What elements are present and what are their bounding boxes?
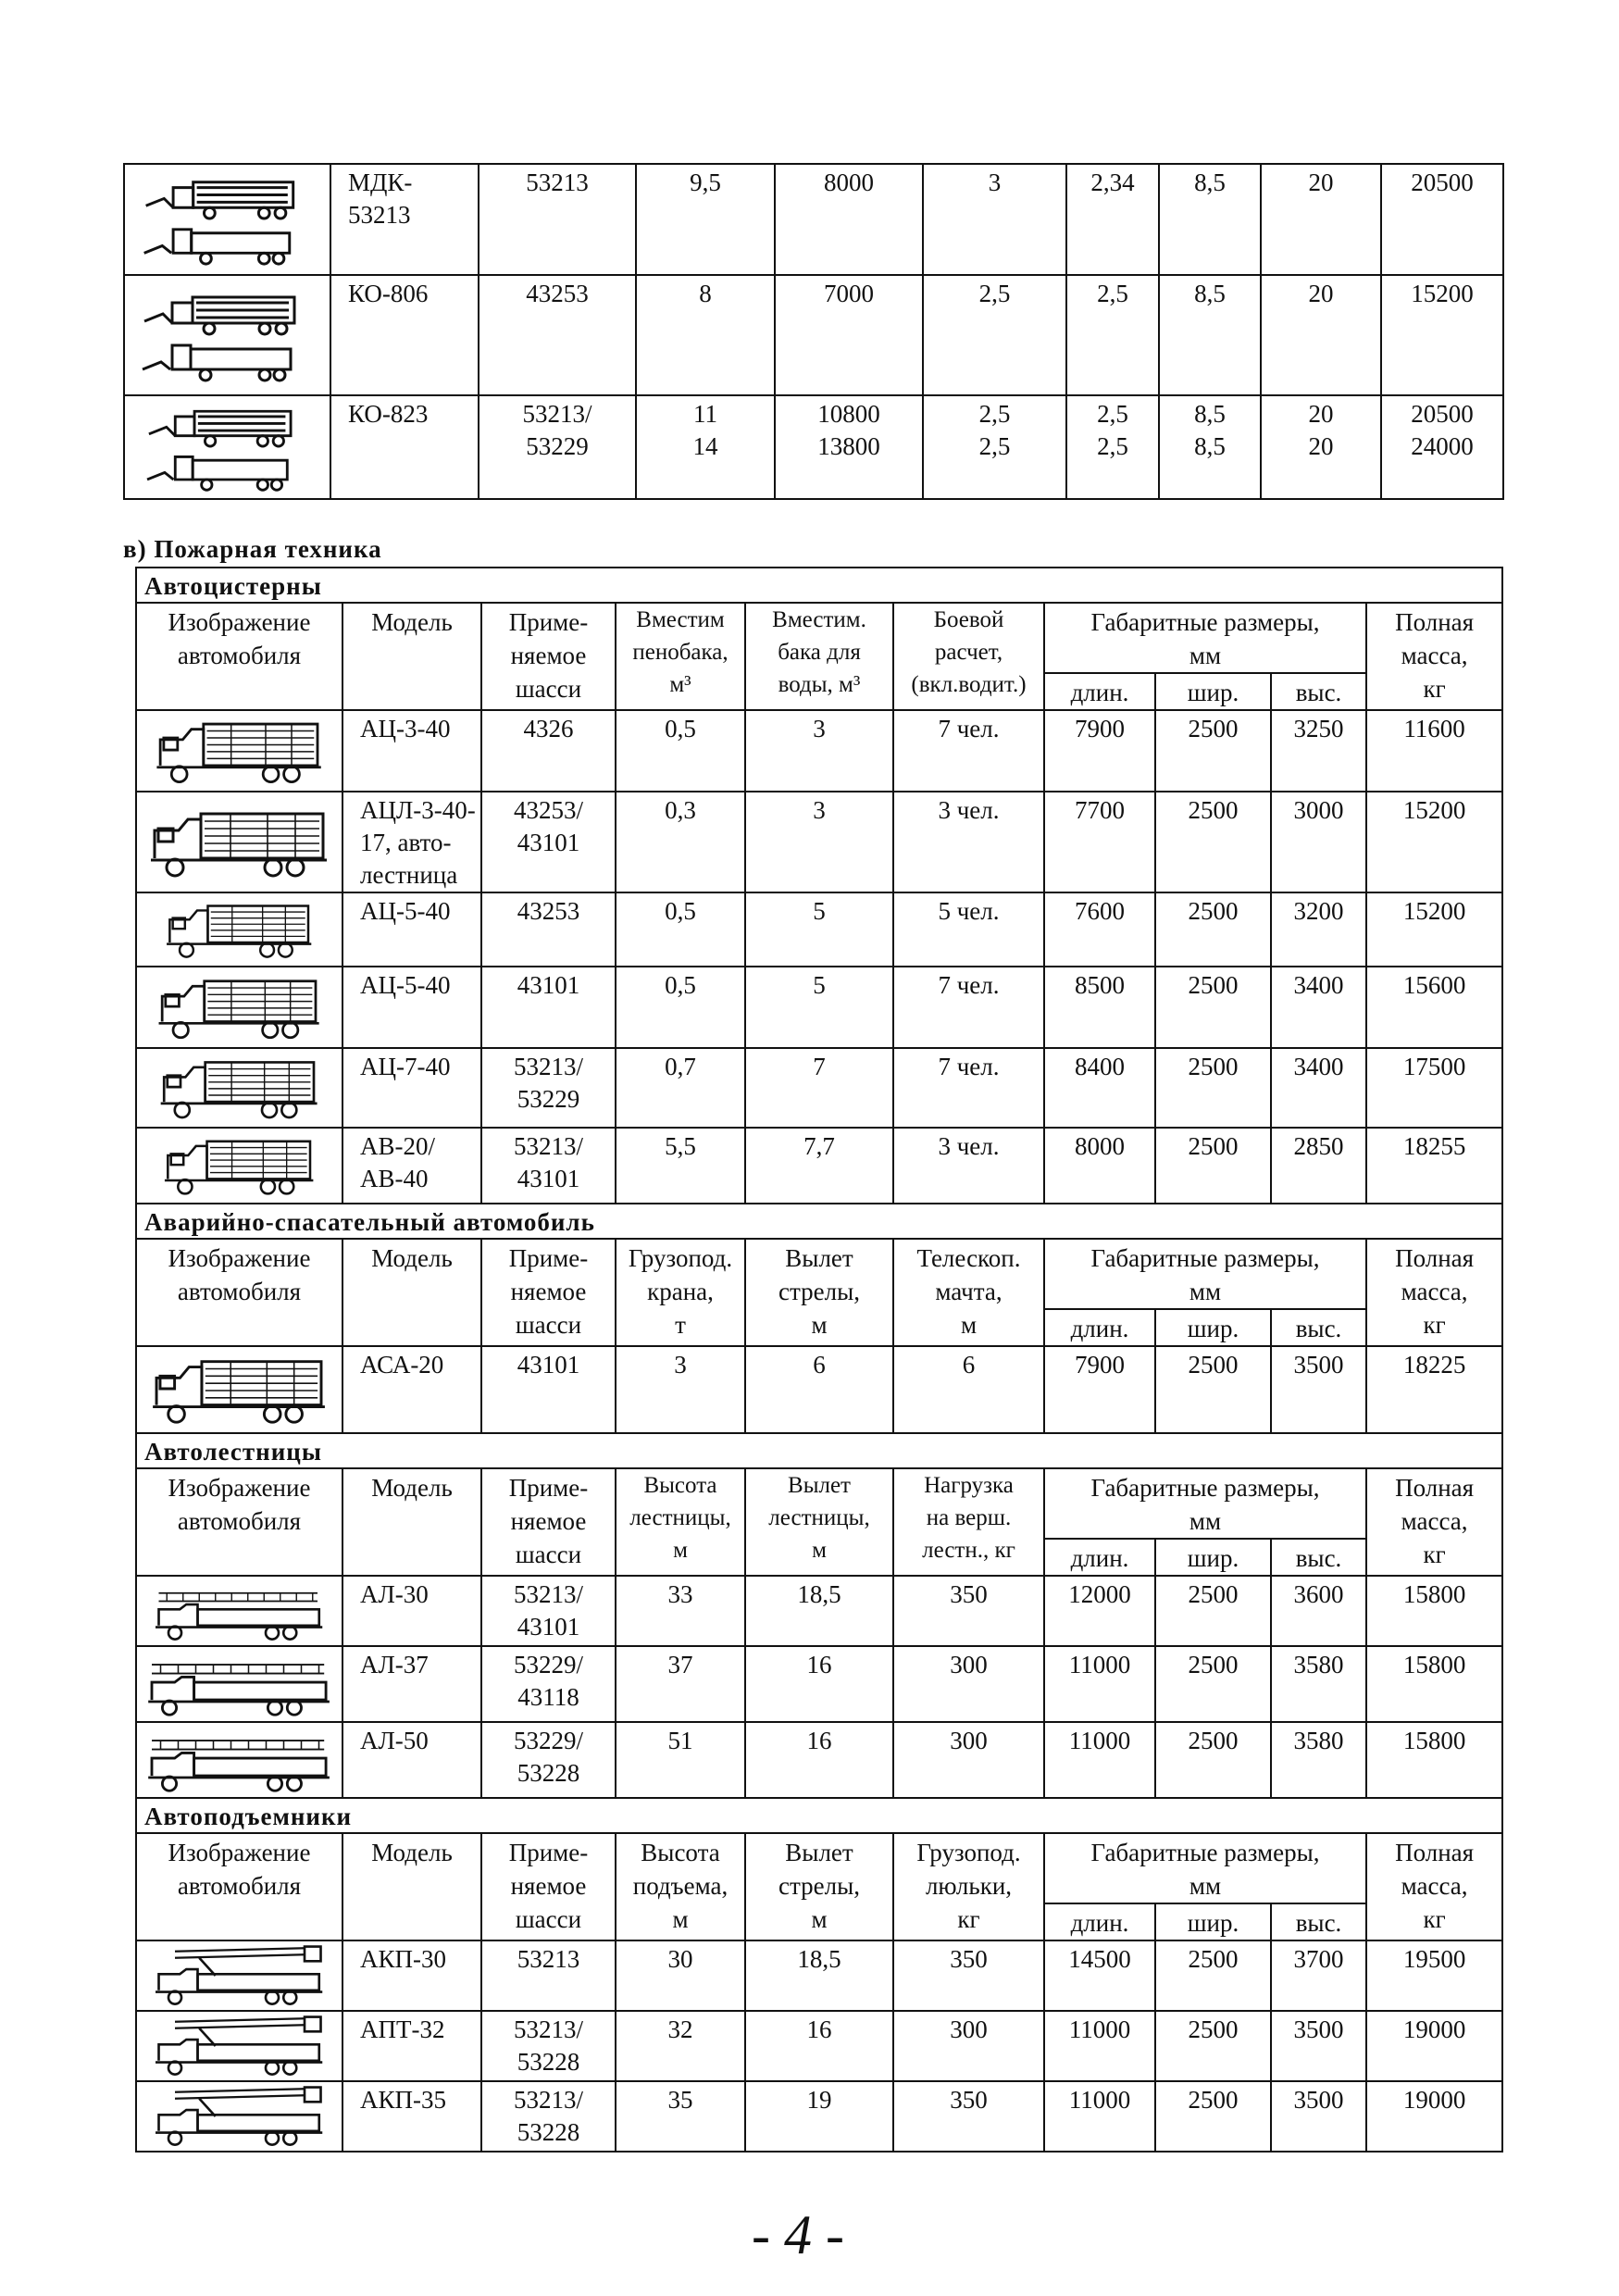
column-header: Высота подъема, м <box>616 1833 745 1940</box>
height-cell: 3000 <box>1271 792 1366 892</box>
mass-cell: 19000 <box>1366 2081 1502 2152</box>
header-row <box>136 1239 1502 1309</box>
value-cell: 16 <box>745 1722 893 1798</box>
height-cell: 3200 <box>1271 892 1366 967</box>
table-row <box>136 2081 1502 2152</box>
header-row <box>136 1833 1502 1903</box>
fire-equipment-table <box>135 567 1503 2152</box>
value-cell: 10800 13800 <box>775 395 923 499</box>
chassis-cell: 53213/ 43101 <box>481 1128 616 1204</box>
section-title: в) Пожарная техника <box>123 535 382 563</box>
model-cell: АЦ-3-40 <box>342 710 481 792</box>
value-cell: 300 <box>893 1646 1044 1722</box>
chassis-cell: 43253 <box>479 275 636 395</box>
vehicle-image <box>136 2081 342 2152</box>
vehicle-drawing <box>147 1130 332 1201</box>
height-cell: 3700 <box>1271 1940 1366 2011</box>
mass-cell: 19000 <box>1366 2011 1502 2081</box>
value-cell: 7,7 <box>745 1128 893 1204</box>
vehicle-image <box>124 395 330 499</box>
column-header: Приме- няемое шасси <box>481 1833 616 1940</box>
column-header: Вылет стрелы, м <box>745 1239 893 1346</box>
width-cell: 2500 <box>1155 1048 1271 1128</box>
mass-cell: 15200 <box>1366 892 1502 967</box>
value-cell: 20500 24000 <box>1381 395 1503 499</box>
table-row <box>136 1940 1502 2011</box>
model-cell: АЦ-5-40 <box>342 892 481 967</box>
length-cell: 11000 <box>1044 1722 1155 1798</box>
column-header: Полная масса, кг <box>1366 603 1502 710</box>
vehicle-image <box>136 1722 342 1798</box>
mass-cell: 17500 <box>1366 1048 1502 1128</box>
table-row <box>136 1576 1502 1646</box>
column-header: Полная масса, кг <box>1366 1468 1502 1576</box>
table-row <box>124 395 1503 499</box>
chassis-cell: 53213 <box>481 1940 616 2011</box>
column-header: Грузопод. крана, т <box>616 1239 745 1346</box>
value-cell: 9,5 <box>636 164 775 275</box>
value-cell: 8,5 8,5 <box>1159 395 1261 499</box>
vehicle-image <box>136 1048 342 1128</box>
value-cell: 35 <box>616 2081 745 2152</box>
chassis-cell: 53213/ 43101 <box>481 1576 616 1646</box>
value-cell: 350 <box>893 1576 1044 1646</box>
value-cell: 6 <box>745 1346 893 1433</box>
length-cell: 11000 <box>1044 2011 1155 2081</box>
column-header: Полная масса, кг <box>1366 1239 1502 1346</box>
value-cell: 0,3 <box>616 792 745 892</box>
value-cell: 20 <box>1261 275 1381 395</box>
column-header: Модель <box>342 1468 481 1576</box>
length-cell: 11000 <box>1044 2081 1155 2152</box>
model-cell: МДК- 53213 <box>330 164 479 275</box>
height-cell: 3500 <box>1271 2011 1366 2081</box>
dim-header-width: шир. <box>1155 1903 1271 1940</box>
table-row <box>136 710 1502 792</box>
mass-cell: 15600 <box>1366 967 1502 1048</box>
top-table <box>123 163 1504 500</box>
section-title-lifts: Автоподъемники <box>136 1798 1502 1833</box>
dim-header-height: выс. <box>1271 1903 1366 1940</box>
vehicle-image <box>136 1940 342 2011</box>
vehicle-image <box>136 1576 342 1646</box>
value-cell: 0,7 <box>616 1048 745 1128</box>
width-cell: 2500 <box>1155 1646 1271 1722</box>
chassis-cell: 53213/ 53228 <box>481 2011 616 2081</box>
column-header: Изображение автомобиля <box>136 1239 342 1346</box>
value-cell: 7 чел. <box>893 710 1044 792</box>
dim-header-length: длин. <box>1044 1309 1155 1346</box>
section-header-row <box>136 1204 1502 1239</box>
length-cell: 14500 <box>1044 1940 1155 2011</box>
value-cell: 2,5 2,5 <box>923 395 1066 499</box>
value-cell: 2,5 2,5 <box>1066 395 1159 499</box>
mass-cell: 15200 <box>1366 792 1502 892</box>
model-cell: КО-806 <box>330 275 479 395</box>
height-cell: 3500 <box>1271 1346 1366 1433</box>
vehicle-drawing <box>147 1349 332 1430</box>
vehicle-image <box>124 164 330 275</box>
value-cell: 6 <box>893 1346 1044 1433</box>
value-cell: 0,5 <box>616 892 745 967</box>
table-row <box>136 1128 1502 1204</box>
model-cell: АЦ-7-40 <box>342 1048 481 1128</box>
table-row <box>136 1646 1502 1722</box>
model-cell: АСА-20 <box>342 1346 481 1433</box>
dim-header-width: шир. <box>1155 673 1271 710</box>
vehicle-drawing <box>143 2014 337 2078</box>
height-cell: 3580 <box>1271 1722 1366 1798</box>
model-cell: АЛ-30 <box>342 1576 481 1646</box>
dim-header-length: длин. <box>1044 1539 1155 1576</box>
mass-cell: 18255 <box>1366 1128 1502 1204</box>
value-cell: 300 <box>893 2011 1044 2081</box>
vehicle-drawing <box>143 1649 337 1719</box>
section-title-tankers: Автоцистерны <box>136 568 1502 603</box>
table-row <box>136 2011 1502 2081</box>
mass-cell: 19500 <box>1366 1940 1502 2011</box>
height-cell: 3600 <box>1271 1576 1366 1646</box>
value-cell: 8000 <box>775 164 923 275</box>
value-cell: 350 <box>893 2081 1044 2152</box>
column-header: Полная масса, кг <box>1366 1833 1502 1940</box>
table-row <box>124 164 1503 275</box>
chassis-cell: 53213 <box>479 164 636 275</box>
model-cell: АПТ-32 <box>342 2011 481 2081</box>
column-header: Вылет лестницы, м <box>745 1468 893 1576</box>
chassis-cell: 43253/ 43101 <box>481 792 616 892</box>
dim-header-height: выс. <box>1271 1309 1366 1346</box>
model-cell: АЛ-37 <box>342 1646 481 1722</box>
value-cell: 0,5 <box>616 967 745 1048</box>
value-cell: 32 <box>616 2011 745 2081</box>
table-row <box>136 1048 1502 1128</box>
width-cell: 2500 <box>1155 892 1271 967</box>
length-cell: 8500 <box>1044 967 1155 1048</box>
value-cell: 8,5 <box>1159 164 1261 275</box>
column-header: Грузопод. люльки, кг <box>893 1833 1044 1940</box>
value-cell: 7 <box>745 1048 893 1128</box>
vehicle-drawing <box>143 1578 337 1643</box>
value-cell: 20 <box>1261 164 1381 275</box>
length-cell: 8400 <box>1044 1048 1155 1128</box>
column-header: Телескоп. мачта, м <box>893 1239 1044 1346</box>
column-header: Изображение автомобиля <box>136 603 342 710</box>
column-header: Приме- няемое шасси <box>481 603 616 710</box>
column-header: Боевой расчет, (вкл.водит.) <box>893 603 1044 710</box>
length-cell: 8000 <box>1044 1128 1155 1204</box>
value-cell: 20 20 <box>1261 395 1381 499</box>
section-header-row <box>136 1798 1502 1833</box>
height-cell: 3500 <box>1271 2081 1366 2152</box>
vehicle-image <box>136 2011 342 2081</box>
mass-cell: 15800 <box>1366 1646 1502 1722</box>
column-header: Габаритные размеры, мм <box>1044 1468 1366 1539</box>
width-cell: 2500 <box>1155 1940 1271 2011</box>
value-cell: 37 <box>616 1646 745 1722</box>
chassis-cell: 53213/ 53229 <box>481 1048 616 1128</box>
value-cell: 20500 <box>1381 164 1503 275</box>
chassis-cell: 53213/ 53228 <box>481 2081 616 2152</box>
vehicle-drawing <box>147 712 332 790</box>
value-cell: 5,5 <box>616 1128 745 1204</box>
mass-cell: 11600 <box>1366 710 1502 792</box>
page-number: - 4 - <box>752 2204 844 2265</box>
width-cell: 2500 <box>1155 1576 1271 1646</box>
value-cell: 5 <box>745 892 893 967</box>
value-cell: 51 <box>616 1722 745 1798</box>
vehicle-image <box>136 1346 342 1433</box>
column-header: Модель <box>342 1833 481 1940</box>
height-cell: 3400 <box>1271 1048 1366 1128</box>
value-cell: 5 <box>745 967 893 1048</box>
value-cell: 2,5 <box>1066 275 1159 395</box>
value-cell: 18,5 <box>745 1576 893 1646</box>
vehicle-drawing <box>143 1943 337 2008</box>
height-cell: 3250 <box>1271 710 1366 792</box>
length-cell: 7900 <box>1044 710 1155 792</box>
value-cell: 3 <box>923 164 1066 275</box>
table-row <box>136 792 1502 892</box>
value-cell: 2,34 <box>1066 164 1159 275</box>
column-header: Модель <box>342 1239 481 1346</box>
vehicle-drawing <box>147 895 332 964</box>
height-cell: 3400 <box>1271 967 1366 1048</box>
length-cell: 7900 <box>1044 1346 1155 1433</box>
height-cell: 3580 <box>1271 1646 1366 1722</box>
section-title-rescue: Аварийно-спасательный автомобиль <box>136 1204 1502 1239</box>
width-cell: 2500 <box>1155 710 1271 792</box>
dim-header-width: шир. <box>1155 1309 1271 1346</box>
value-cell: 350 <box>893 1940 1044 2011</box>
column-header: Вместим. бака для воды, м³ <box>745 603 893 710</box>
vehicle-image <box>136 792 342 892</box>
mass-cell: 15800 <box>1366 1722 1502 1798</box>
column-header: Нагрузка на верш. лестн., кг <box>893 1468 1044 1576</box>
column-header: Изображение автомобиля <box>136 1468 342 1576</box>
width-cell: 2500 <box>1155 792 1271 892</box>
column-header: Габаритные размеры, мм <box>1044 603 1366 673</box>
section-title-ladders: Автолестницы <box>136 1433 1502 1468</box>
value-cell: 15200 <box>1381 275 1503 395</box>
dim-header-width: шир. <box>1155 1539 1271 1576</box>
column-header: Изображение автомобиля <box>136 1833 342 1940</box>
length-cell: 7600 <box>1044 892 1155 967</box>
table-row <box>136 892 1502 967</box>
table-row <box>124 275 1503 395</box>
model-cell: АЦ-5-40 <box>342 967 481 1048</box>
column-header: Приме- няемое шасси <box>481 1239 616 1346</box>
chassis-cell: 43101 <box>481 967 616 1048</box>
value-cell: 3 <box>745 792 893 892</box>
value-cell: 30 <box>616 1940 745 2011</box>
value-cell: 3 чел. <box>893 1128 1044 1204</box>
vehicle-drawing <box>147 796 332 889</box>
column-header: Приме- няемое шасси <box>481 1468 616 1576</box>
value-cell: 3 <box>616 1346 745 1433</box>
chassis-cell: 53229/ 43118 <box>481 1646 616 1722</box>
vehicle-drawing <box>143 1725 337 1795</box>
table-row <box>136 1722 1502 1798</box>
dim-header-length: длин. <box>1044 673 1155 710</box>
column-header: Модель <box>342 603 481 710</box>
column-header: Вылет стрелы, м <box>745 1833 893 1940</box>
value-cell: 0,5 <box>616 710 745 792</box>
width-cell: 2500 <box>1155 967 1271 1048</box>
chassis-cell: 53229/ 53228 <box>481 1722 616 1798</box>
table-row <box>136 967 1502 1048</box>
vehicle-drawing <box>147 1051 332 1125</box>
vehicle-image <box>124 275 330 395</box>
vehicle-image <box>136 1646 342 1722</box>
vehicle-drawing <box>147 969 332 1045</box>
section-header-row <box>136 568 1502 603</box>
length-cell: 12000 <box>1044 1576 1155 1646</box>
value-cell: 3 чел. <box>893 792 1044 892</box>
width-cell: 2500 <box>1155 2081 1271 2152</box>
model-cell: КО-823 <box>330 395 479 499</box>
value-cell: 7000 <box>775 275 923 395</box>
table-row <box>136 1346 1502 1433</box>
column-header: Высота лестницы, м <box>616 1468 745 1576</box>
height-cell: 2850 <box>1271 1128 1366 1204</box>
vehicle-image <box>136 1128 342 1204</box>
vehicle-image <box>136 892 342 967</box>
value-cell: 19 <box>745 2081 893 2152</box>
dim-header-height: выс. <box>1271 1539 1366 1576</box>
value-cell: 300 <box>893 1722 1044 1798</box>
chassis-cell: 53213/ 53229 <box>479 395 636 499</box>
width-cell: 2500 <box>1155 2011 1271 2081</box>
vehicle-drawing <box>135 399 320 495</box>
model-cell: АЛ-50 <box>342 1722 481 1798</box>
chassis-cell: 43253 <box>481 892 616 967</box>
vehicle-image <box>136 710 342 792</box>
header-row <box>136 603 1502 673</box>
value-cell: 16 <box>745 1646 893 1722</box>
length-cell: 7700 <box>1044 792 1155 892</box>
vehicle-image <box>136 967 342 1048</box>
model-cell: АВ-20/ АВ-40 <box>342 1128 481 1204</box>
value-cell: 8,5 <box>1159 275 1261 395</box>
vehicle-drawing <box>143 2084 337 2149</box>
vehicle-drawing <box>135 281 320 390</box>
width-cell: 2500 <box>1155 1722 1271 1798</box>
chassis-cell: 4326 <box>481 710 616 792</box>
chassis-cell: 43101 <box>481 1346 616 1433</box>
value-cell: 11 14 <box>636 395 775 499</box>
value-cell: 2,5 <box>923 275 1066 395</box>
value-cell: 7 чел. <box>893 967 1044 1048</box>
dim-header-height: выс. <box>1271 673 1366 710</box>
vehicle-drawing <box>135 169 320 269</box>
value-cell: 5 чел. <box>893 892 1044 967</box>
value-cell: 33 <box>616 1576 745 1646</box>
value-cell: 7 чел. <box>893 1048 1044 1128</box>
mass-cell: 18225 <box>1366 1346 1502 1433</box>
header-row <box>136 1468 1502 1539</box>
column-header: Габаритные размеры, мм <box>1044 1833 1366 1903</box>
value-cell: 16 <box>745 2011 893 2081</box>
value-cell: 18,5 <box>745 1940 893 2011</box>
model-cell: АКП-30 <box>342 1940 481 2011</box>
mass-cell: 15800 <box>1366 1576 1502 1646</box>
column-header: Вместим пенобака, м³ <box>616 603 745 710</box>
dim-header-length: длин. <box>1044 1903 1155 1940</box>
value-cell: 3 <box>745 710 893 792</box>
length-cell: 11000 <box>1044 1646 1155 1722</box>
width-cell: 2500 <box>1155 1128 1271 1204</box>
column-header: Габаритные размеры, мм <box>1044 1239 1366 1309</box>
model-cell: АКП-35 <box>342 2081 481 2152</box>
model-cell: АЦЛ-3-40- 17, авто- лестница <box>342 792 481 892</box>
section-header-row <box>136 1433 1502 1468</box>
width-cell: 2500 <box>1155 1346 1271 1433</box>
value-cell: 8 <box>636 275 775 395</box>
